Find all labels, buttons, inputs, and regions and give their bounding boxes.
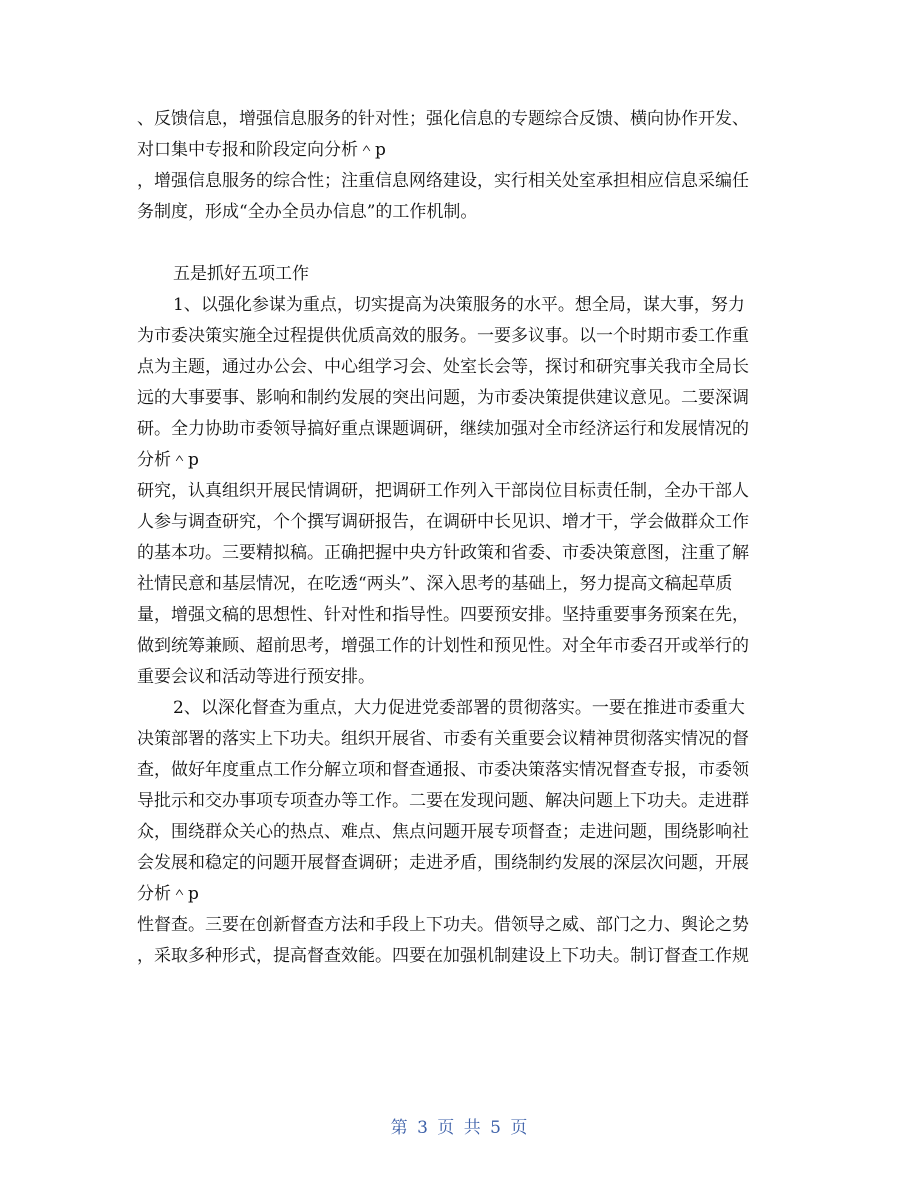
text-line: 人参与调查研究，个个撰写调研报告，在调研中长见识、增才干，学会做群众工作 — [137, 512, 749, 532]
text-line: 研。全力协助市委领导搞好重点课题调研，继续加强对全市经济运行和发展情况的 — [137, 419, 749, 439]
text-line: 社情民意和基层情况，在吃透“两头”、深入思考的基础上，努力提高文稿起草质 — [137, 574, 733, 594]
text-line: 查，做好年度重点工作分解立项和督查通报、市委决策落实情况督查专报，市委领 — [137, 760, 749, 780]
paragraph-gap — [137, 228, 787, 259]
page-number-label: 第 3 页 共 5 页 — [390, 1118, 530, 1138]
text-line: 远的大事要事、影响和制约发展的突出问题，为市委决策提供建议意见。二要深调 — [137, 388, 749, 408]
text-line: 2、以深化督查为重点，大力促进党委部署的贯彻落实。一要在推进市委重大 — [173, 698, 745, 718]
text-line: 做到统筹兼顾、超前思考，增强工作的计划性和预见性。对全年市委召开或举行的 — [137, 636, 749, 656]
text-line: 量，增强文稿的思想性、针对性和指导性。四要预安排。坚持重要事务预案在先， — [137, 605, 749, 625]
text-line: 1、以强化参谋为重点，切实提高为决策服务的水平。想全局，谋大事，努力 — [173, 295, 745, 315]
text-line: 的基本功。三要精拟稿。正确把握中央方针政策和省委、市委决策意图，注重了解 — [137, 543, 749, 563]
text-line: 研究，认真组织开展民情调研，把调研工作列入干部岗位目标责任制，全办干部人 — [137, 481, 749, 501]
text-line: 众，围绕群众关心的热点、难点、焦点问题开展专项督查；走进问题，围绕影响社 — [137, 822, 749, 842]
section-heading: 五是抓好五项工作 — [173, 264, 309, 284]
text-line: 为市委决策实施全过程提供优质高效的服务。一要多议事。以一个时期市委工作重 — [137, 326, 749, 346]
page-footer — [0, 1113, 920, 1138]
text-line: 会发展和稳定的问题开展督查调研；走进矛盾，围绕制约发展的深层次问题，开展 — [137, 853, 749, 873]
text-line: 点为主题，通过办公会、中心组学习会、处室长会等，探讨和研究事关我市全局长 — [137, 357, 749, 377]
text-line: 务制度，形成“全办全员办信息”的工作机制。 — [137, 202, 478, 222]
text-line: 、反馈信息，增强信息服务的针对性；强化信息的专题综合反馈、横向协作开发、 — [137, 109, 749, 129]
text-line: 对口集中专报和阶段定向分析＾p — [137, 140, 386, 160]
text-line: ，采取多种形式，提高督查效能。四要在加强机制建设上下功夫。制订督查工作规 — [137, 946, 749, 966]
text-line: ，增强信息服务的综合性；注重信息网络建设，实行相关处室承担相应信息采编任 — [137, 171, 749, 191]
body-text — [137, 104, 787, 972]
text-line: 导批示和交办事项专项查办等工作。二要在发现问题、解决问题上下功夫。走进群 — [137, 791, 749, 811]
text-line: 性督查。三要在创新督查方法和手段上下功夫。借领导之威、部门之力、舆论之势 — [137, 915, 749, 935]
text-line: 重要会议和活动等进行预安排。 — [137, 667, 375, 687]
text-line: 决策部署的落实上下功夫。组织开展省、市委有关重要会议精神贯彻落实情况的督 — [137, 729, 749, 749]
text-line: 分析＾p — [137, 450, 199, 470]
text-line: 分析＾p — [137, 884, 199, 904]
